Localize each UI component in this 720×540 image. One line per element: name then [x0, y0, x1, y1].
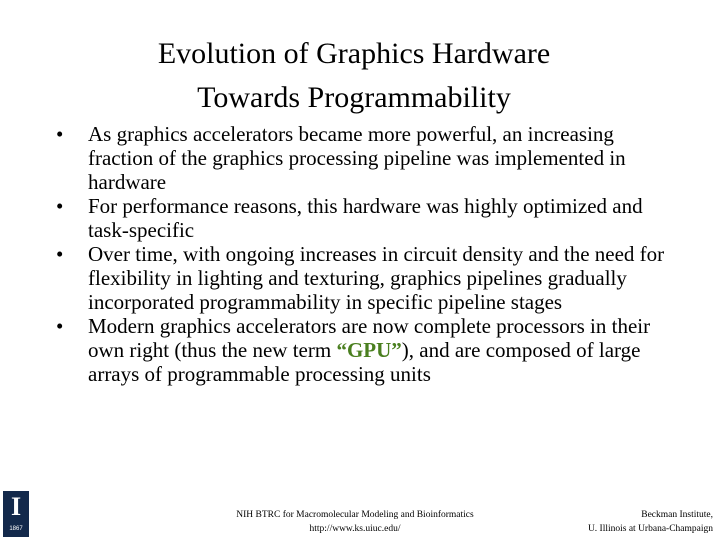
- footer-url: http://www.ks.uiuc.edu/: [309, 524, 401, 534]
- gpu-term-highlight: “GPU”: [336, 338, 402, 362]
- bullet-text: [88, 314, 650, 386]
- footer-right: [540, 508, 713, 536]
- footer-university: U. Illinois at Urbana-Champaign: [587, 524, 713, 534]
- bullet-dot-icon: •: [56, 314, 64, 338]
- bullet-dot-icon: •: [56, 242, 64, 266]
- university-logo: [3, 491, 29, 537]
- footer-center: [220, 508, 490, 536]
- bullet-item: [56, 122, 678, 194]
- bullet-item: [56, 194, 678, 242]
- bullet-dot-icon: •: [56, 122, 64, 146]
- slide-title-line-2: Towards Programmability: [197, 81, 511, 114]
- logo-year: 1867: [9, 526, 23, 532]
- bullet-text-after: ), and are composed of large arrays of programmable processing units: [88, 338, 641, 386]
- logo-letter: I: [10, 492, 22, 521]
- footer-organization: NIH BTRC for Macromolecular Modeling and Bioinformatics: [236, 510, 474, 520]
- bullet-text-before: Modern graphics accelerators are now complete processors in their own right (thus the new term: [88, 314, 651, 362]
- bullet-text: For performance reasons, this hardware was highly optimized and task-specific: [88, 194, 643, 242]
- slide-title: [0, 32, 708, 120]
- bullet-item: [56, 314, 678, 386]
- bullet-text: Over time, with ongoing increases in circuit density and the need for flexibility in lighting and texturing, graphics pipelines gradually incorporated programmability in specific pipeline stages: [88, 242, 665, 314]
- bullet-item: [56, 242, 678, 314]
- bullet-text: As graphics accelerators became more powerful, an increasing fraction of the graphics processing pipeline was implemented in hardware: [88, 122, 626, 194]
- footer-institute: Beckman Institute,: [641, 510, 713, 520]
- bullet-list: [56, 122, 678, 386]
- bullet-dot-icon: •: [56, 194, 64, 218]
- slide-title-line-1: Evolution of Graphics Hardware: [157, 37, 551, 70]
